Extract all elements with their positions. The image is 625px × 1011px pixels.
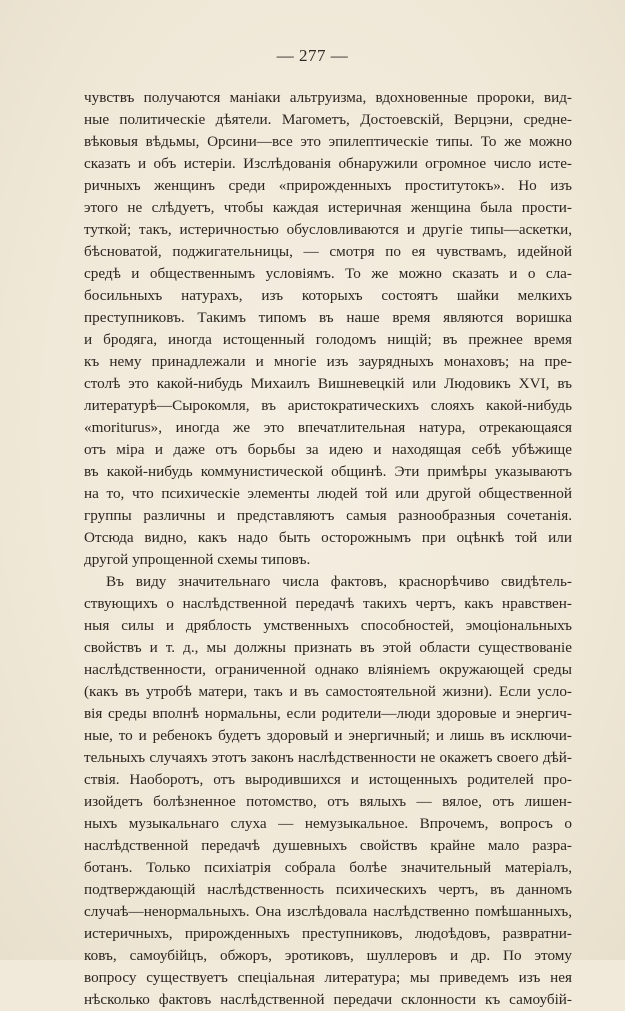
page-number: — 277 — [276,46,349,65]
text-line: свойствъ и т. д., мы должны признать въ этой области существованіе [84,639,572,656]
text-line: отъ міра и даже отъ борьбы за идею и находящая себѣ убѣжище [84,441,572,458]
body-text [84,87,572,1011]
text-line: ныя силы и дряблость умственныхъ способностей, эмоціональныхъ [84,617,572,634]
text-line: ныхъ музыкальнаго слуха — немузыкальное. Впрочемъ, вопросъ о [84,815,572,832]
text-line: къ нему принадлежали и многіе изъ заурядныхъ монаховъ; на пре- [84,353,572,370]
text-line: нѣсколько фактовъ наслѣдственной передачи склонности къ самоубій- [84,991,572,1008]
text-line: этого не слѣдуетъ, чтобы каждая истеричная женщина была прости- [84,199,572,216]
text-line: ствующихъ о наслѣдственной передачѣ такихъ чертъ, какъ нравствен- [84,595,572,612]
text-line: Отсюда видно, какъ надо быть осторожнымъ при оцѣнкѣ той или [84,529,572,546]
text-line: наслѣдственной передачѣ душевныхъ свойствъ крайне мало разра- [84,837,572,854]
text-line: бѣсноватой, поджигательницы, — смотря по ея чувствамъ, идейной [84,243,572,260]
text-line: туткой; такъ, истеричностью обусловливаются и другіе типы—аскетки, [84,221,572,238]
text-line: преступниковъ. Такимъ типомъ въ наше время являются воришка [84,309,572,326]
text-line: (какъ въ утробѣ матери, такъ и въ самостоятельной жизни). Если усло- [84,683,572,700]
text-line: босильныхъ натурахъ, изъ которыхъ состоятъ шайки мелкихъ [84,287,572,304]
text-line: случаѣ—ненормальныхъ. Она изслѣдовала наслѣдственно помѣшанныхъ, [84,903,572,920]
text-line: вѣковыя вѣдьмы, Орсини—все это эпилептическіе типы. То же можно [84,133,572,150]
text-line: ные, то и ребенокъ будетъ здоровый и энергичный; и лишь въ исключи- [84,727,572,744]
text-line: столѣ это какой-нибудь Михаилъ Вишневецкій или Людовикъ XVI, въ [84,375,572,392]
text-line: ные политическіе дѣятели. Магометъ, Достоевскій, Верцэни, средне- [84,111,572,128]
text-line: литературѣ—Сырокомля, въ аристократическихъ слояхъ какой-нибудь [84,397,572,414]
text-line: подтверждающій наслѣдственность психическихъ чертъ, въ данномъ [84,881,572,898]
text-line: средѣ и общественнымъ условіямъ. То же можно сказать и о сла- [84,265,572,282]
text-line: вопросу существуетъ спеціальная литература; мы приведемъ изъ нея [84,969,572,986]
text-line: ботанъ. Только психіатрія собрала болѣе значительный матеріалъ, [84,859,572,876]
text-line: «moriturus», иногда же это впечатлительная натура, отрекающаяся [84,419,572,436]
text-line: на то, что психическіе элементы людей той или другой общественной [84,485,572,502]
text-line: въ какой-нибудь коммунистической общинѣ. Эти примѣры указываютъ [84,463,572,480]
text-line: вія среды вполнѣ нормальны, если родители—люди здоровые и энергич- [84,705,572,722]
text-line: наслѣдственности, ограниченной однако вліяніемъ окружающей среды [84,661,572,678]
text-line: ствія. Наоборотъ, отъ выродившихся и истощенныхъ родителей про- [84,771,572,788]
text-line: ковъ, самоубійцъ, обжоръ, эротиковъ, шуллеровъ и др. По этому [84,947,572,964]
text-line: чувствъ получаются маніаки альтруизма, вдохновенные пророки, вид- [84,89,572,106]
text-line: изойдетъ болѣзненное потомство, отъ вялыхъ — вялое, отъ лишен- [84,793,572,810]
text-line: группы различны и представляютъ самыя разнообразныя сочетанія. [84,507,572,524]
text-line: истеричныхъ, прирожденныхъ преступниковъ, людоѣдовъ, развратни- [84,925,572,942]
text-line: тельныхъ случаяхъ этотъ законъ наслѣдственности не окажетъ своего дѣй- [84,749,572,766]
text-line: ричныхъ женщинъ среди «прирожденныхъ проститутокъ». Но изъ [84,177,572,194]
text-line: и бродяга, иногда истощенный голодомъ нищій; въ прежнее время [84,331,572,348]
text-line: Въ виду значительнаго числа фактовъ, краснорѣчиво свидѣтель- [106,573,572,590]
text-line: сказать и объ истеріи. Изслѣдованія обнаружили огромное число исте- [84,155,572,172]
text-line: другой упрощенной схемы типовъ. [84,551,311,568]
